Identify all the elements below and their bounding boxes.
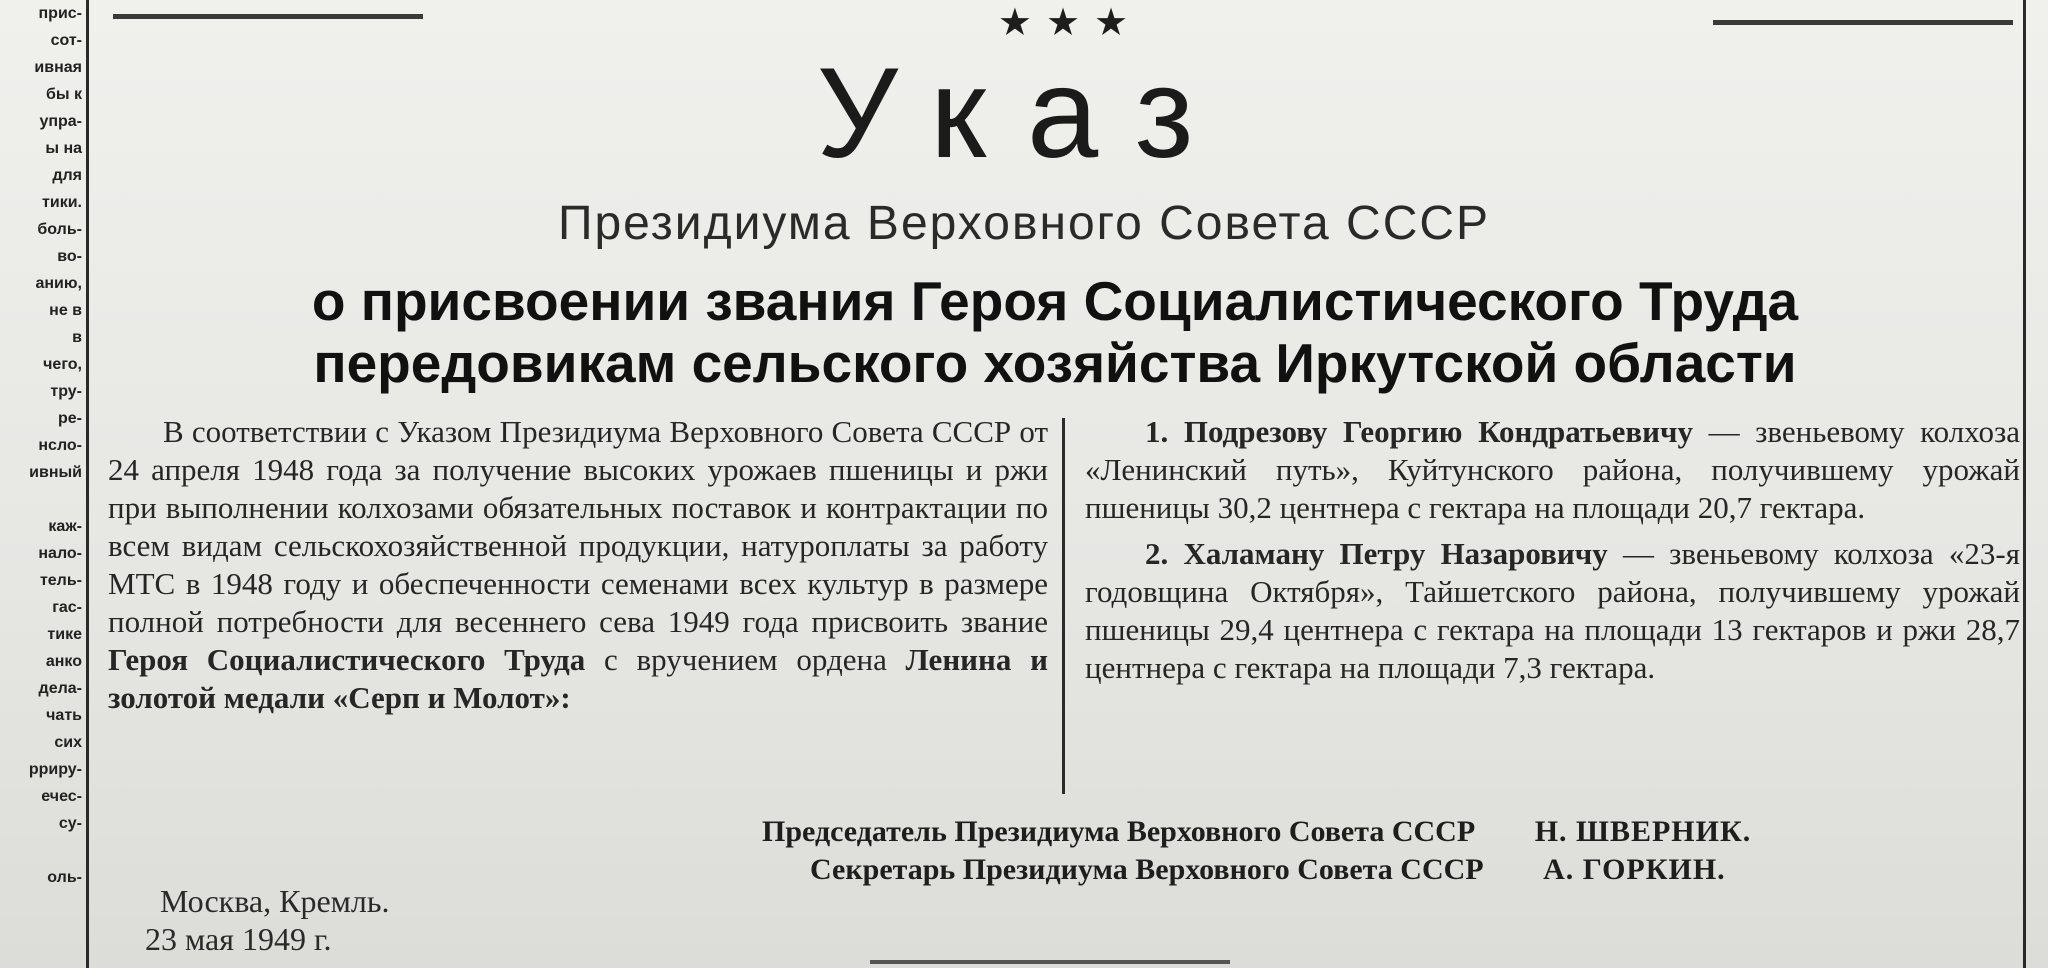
column-divider: [1062, 418, 1065, 794]
left-column-line: сих: [54, 734, 82, 751]
preamble-paragraph: [108, 413, 1048, 717]
left-column-line: анию,: [35, 275, 82, 292]
awardee-2-name: 2. Халаману Петру Назаровичу: [1145, 536, 1608, 571]
left-column-line: прис-: [38, 5, 82, 22]
left-column-line: ивный: [29, 464, 82, 481]
left-column-line: дела-: [38, 680, 82, 697]
left-column-line: бы к: [46, 86, 82, 103]
chairman-name: Н. ШВЕРНИК.: [1534, 815, 1752, 848]
awardee-2-text: — звеньевому колхоза «23-я годовщина Октября», Тайшетского района, получившему урожай пшеницы 29,4 центнера с гектара на площади 13 гектаров и ржи 28,7 центнера с гектара на площади 7,3 гектара.: [1085, 536, 2020, 685]
left-column-line: боль-: [37, 221, 82, 238]
left-column-line: анко: [45, 653, 82, 670]
left-column-line: в: [72, 329, 82, 346]
left-column-line: тике: [47, 626, 82, 643]
heading-line-1: о присвоении звания Героя Социалистического Труда: [311, 270, 1799, 332]
left-column-line: [0, 837, 86, 864]
left-column-line: ивная: [34, 59, 82, 76]
awardee-item-2: [1085, 535, 2020, 687]
left-column-line: не в: [49, 302, 82, 319]
left-column-line: ре-: [58, 410, 82, 427]
place-and-date: [145, 882, 390, 958]
preamble-title-bold: Героя Социалистического Труда: [108, 642, 586, 677]
awardees-list: [1085, 413, 2020, 695]
left-column-line: ечес-: [41, 788, 82, 805]
top-rule-right: [1713, 20, 2013, 25]
left-column-line: тель-: [39, 572, 82, 589]
decree-subtitle: Президиума Верховного Совета СССР: [557, 197, 1491, 250]
top-rule-left: [113, 14, 423, 19]
left-column-line: для: [52, 167, 82, 184]
left-column-line: ы на: [45, 140, 82, 157]
left-column-line: чать: [46, 707, 82, 724]
left-column-line: тики.: [42, 194, 82, 211]
left-column-line: чего,: [43, 356, 82, 373]
signature-secretary: [810, 853, 1726, 887]
preamble-text: В соответствии с Указом Президиума Верховного Совета СССР от 24 апреля 1948 года за получение высоких урожаев пшеницы и ржи при выполнении колхозами обязательных поставок и контрактации по всем видам сельскохозяйственной продукции, натуроплаты за работу МТС в 1948 году и обеспеченности семенами всех культур в размере полной потребности для весеннего сева 1949 года присвоить звание: [108, 414, 1048, 639]
chairman-title: Председатель Президиума Верховного Совета СССР: [762, 815, 1476, 848]
place: Москва, Кремль.: [160, 883, 390, 919]
heading-line-2: передовикам сельского хозяйства Иркутской области: [313, 332, 1797, 394]
date: 23 мая 1949 г.: [145, 921, 332, 957]
awardee-item-1: [1085, 413, 2020, 527]
preamble-text-2: с вручением ордена: [604, 642, 887, 677]
left-column-line: нсло-: [38, 437, 82, 454]
left-column-line: тру-: [50, 383, 82, 400]
left-column-line: гас-: [52, 599, 82, 616]
decree-heading: [240, 270, 1870, 394]
awardee-1-text: — звеньевому колхоза «Ленинский путь», Куйтунского района, получившему урожай пшеницы 30,2 центнера с гектара на площади 20,7 гектара.: [1085, 414, 2021, 525]
awardee-1-name: 1. Подрезову Георгию Кондратьевичу: [1145, 414, 1693, 449]
preamble-order-bold: Ленина и золотой медали «Серп и Молот»:: [108, 642, 1049, 715]
secretary-title: Секретарь Президиума Верховного Совета СССР: [810, 853, 1484, 886]
stars-ornament: ★★★: [997, 2, 1143, 44]
decree-title: Указ: [816, 42, 1232, 185]
left-column-line: рриру-: [28, 761, 82, 778]
bottom-rule: [870, 960, 1230, 964]
signature-chairman: [762, 815, 1751, 849]
left-column-line: во-: [57, 248, 82, 265]
left-column-line: су-: [58, 815, 82, 832]
left-column-line: сот-: [50, 32, 82, 49]
left-column-line: [0, 486, 86, 513]
left-column-line: нало-: [38, 545, 82, 562]
left-column-line: каж-: [48, 518, 82, 535]
secretary-name: А. ГОРКИН.: [1543, 853, 1726, 886]
left-column-line: упра-: [39, 113, 82, 130]
left-column-line: оль-: [47, 869, 82, 886]
